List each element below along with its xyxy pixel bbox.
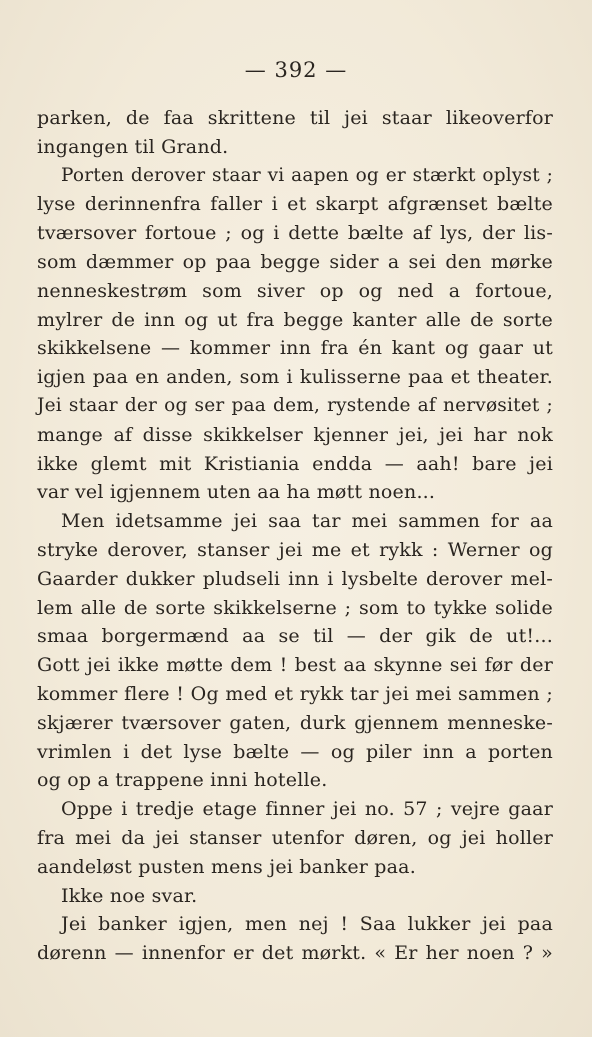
text-line: mange af disse skikkelser kjenner jei, jei har nok bbox=[37, 423, 553, 446]
text-line: lem alle de sorte skikkelserne ; som to tykke solide bbox=[37, 596, 553, 619]
text-line: Men idetsamme jei saa tar mei sammen for aa bbox=[61, 510, 553, 533]
text-line: nenneskestrøm som siver op og ned a fortoue, bbox=[37, 279, 553, 302]
text-line: kommer flere ! Og med et rykk tar jei mei sammen ; bbox=[37, 682, 553, 705]
text-line: Jei staar der og ser paa dem, rystende af nervøsitet ; bbox=[37, 394, 553, 416]
text-line: ingangen til Grand. bbox=[37, 135, 229, 158]
text-line: smaa borgermænd aa se til — der gik de ut!... bbox=[37, 625, 553, 648]
text-line: Gott jei ikke møtte dem ! best aa skynne sei før der bbox=[37, 654, 553, 677]
page-number: — 392 — bbox=[244, 58, 348, 82]
text-line: Porten derover staar vi aapen og er stærkt oplyst ; bbox=[61, 164, 553, 186]
text-line: Oppe i tredje etage finner jei no. 57 ; vejre gaar bbox=[61, 798, 553, 821]
text-line: skikkelsene — kommer inn fra én kant og gaar ut bbox=[37, 337, 553, 360]
text-line: Ikke noe svar. bbox=[61, 884, 198, 907]
text-line: stryke derover, stanser jei me et rykk : Werner og bbox=[37, 538, 553, 561]
text-line: parken, de faa skrittene til jei staar likeoverfor bbox=[37, 107, 553, 129]
text-line: skjærer tværsover gaten, durk gjennem menneske- bbox=[37, 711, 553, 734]
body-text bbox=[37, 104, 553, 968]
text-line: igjen paa en anden, som i kulisserne paa et theater. bbox=[37, 366, 553, 389]
text-line: aandeløst pusten mens jei banker paa. bbox=[37, 855, 416, 878]
text-line: som dæmmer op paa begge sider a sei den mørke bbox=[37, 250, 553, 273]
text-line: vrimlen i det lyse bælte — og piler inn a porten bbox=[37, 740, 553, 763]
text-line: fra mei da jei stanser utenfor døren, og jei holler bbox=[37, 826, 553, 849]
text-line: mylrer de inn og ut fra begge kanter alle de sorte bbox=[37, 308, 553, 331]
text-line: var vel igjennem uten aa ha møtt noen... bbox=[37, 481, 436, 504]
text-line: dørenn — innenfor er det mørkt. « Er her noen ? » bbox=[37, 942, 553, 965]
text-line: ikke glemt mit Kristiania endda — aah! bare jei bbox=[37, 452, 553, 475]
text-line: Jei banker igjen, men nej ! Saa lukker jei paa bbox=[61, 913, 553, 936]
text-line: og op a trappene inni hotelle. bbox=[37, 769, 328, 792]
text-line: lyse derinnenfra faller i et skarpt afgrænset bælte bbox=[37, 193, 553, 216]
text-line: Gaarder dukker pludseli inn i lysbelte derover mel- bbox=[37, 567, 553, 590]
text-line: tværsover fortoue ; og i dette bælte af lys, der lis- bbox=[37, 222, 553, 245]
